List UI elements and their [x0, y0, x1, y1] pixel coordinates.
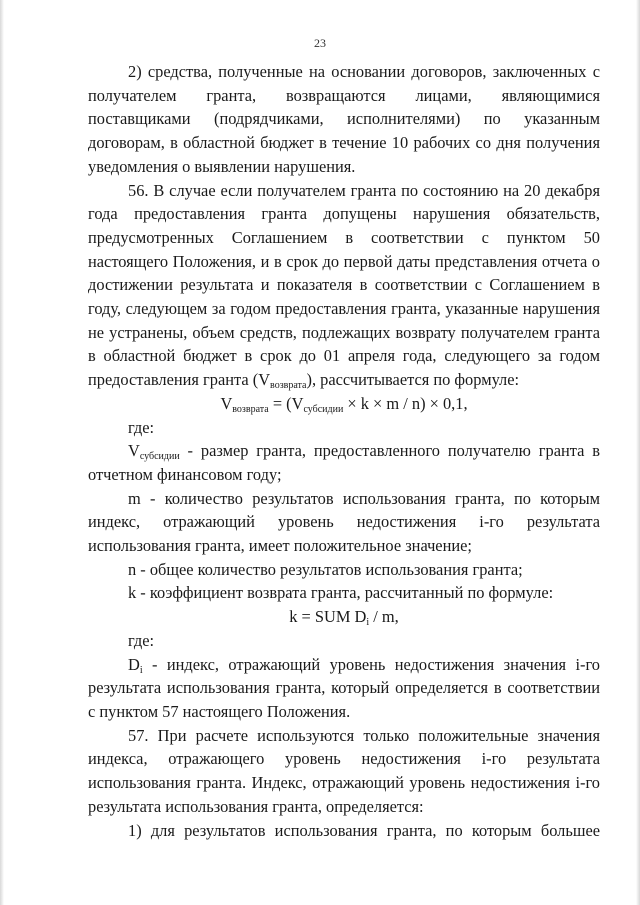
formula-return-volume — [88, 392, 600, 416]
formula-v: V — [220, 393, 233, 413]
def-d-text: - индекс, отражающий уровень недостижения значения i-го результата использования гранта, который определяется в соответствии с пунктом 57 настоящего Положения. — [88, 654, 600, 721]
def-sub-subsidii: субсидии — [139, 451, 180, 463]
definition-di — [88, 653, 600, 724]
formula-k-end: / m, — [369, 607, 399, 627]
paragraph-57-item-1: 1) для результатов использования гранта, по которым большее — [128, 820, 600, 840]
def-d-sub: i — [139, 664, 143, 676]
def-v-text: - размер гранта, предоставленного получателю гранта в отчетном финансовом году; — [88, 441, 600, 484]
paragraph-57: 57. При расчете используются только положительные значения индекса, отражающего уровень недостижения i-го результата использования гранта. Индекс, отражающий уровень недостижения i-го результата использования гранта, определяется: — [88, 725, 600, 816]
formula-mid: = (V — [268, 393, 304, 413]
scan-edge-left — [0, 0, 4, 905]
paragraph-item-2: 2) средства, полученные на основании договоров, заключенных с получателем гранта, возвращаются лицами, являющимися поставщиками (подрядчиками, исполнителями) по указанным договорам, в областной бюджет в течение 10 рабочих со дня получения уведомления о выявлении нарушения. — [88, 62, 600, 176]
formula-rest: × k × m / n) × 0,1, — [343, 393, 468, 413]
formula-sub-subsidii: субсидии — [303, 403, 344, 415]
scan-edge-right — [636, 0, 640, 905]
def-d: D — [128, 654, 140, 674]
definition-v-subsidii — [88, 439, 600, 486]
page-number: 23 — [314, 36, 326, 50]
definition-k: k - коэффициент возврата гранта, рассчитанный по формуле: — [128, 583, 554, 603]
formula-k-start: k = SUM D — [289, 607, 367, 627]
paragraph-56 — [88, 179, 600, 392]
paragraph-56-text: 56. В случае если получателем гранта по состоянию на 20 декабря года предоставления гранта допущены нарушения обязательств, предусмотренных Соглашением в соответствии с пунктом 50 настоящего Положения, и в срок до первой даты представления отчета о достижении результата и показателя в соответствии с Соглашением в году, следующем за годом предоставления гранта, указанные нарушения не устранены, объем средств, подлежащих возврату получателем гранта в областной бюджет в срок до 01 апреля года, следующего за годом предоставления гранта (V — [88, 180, 600, 390]
formula-k — [88, 605, 600, 629]
paragraph-56-tail: ), рассчитывается по формуле: — [306, 370, 520, 390]
document-body — [88, 60, 600, 842]
where-label-2: где: — [128, 630, 155, 650]
definition-n: n - общее количество результатов использования гранта; — [128, 559, 523, 579]
definition-m: m - количество результатов использования гранта, по которым индекс, отражающий уровень недостижения i-го результата использования гранта, имеет положительное значение; — [88, 488, 600, 556]
formula-k-sub: i — [366, 617, 370, 629]
where-label-1: где: — [128, 417, 155, 437]
formula-sub-vozvrata: возврата — [232, 403, 269, 415]
def-v: V — [128, 441, 140, 461]
subscript-vozvrata: возврата — [270, 380, 307, 392]
